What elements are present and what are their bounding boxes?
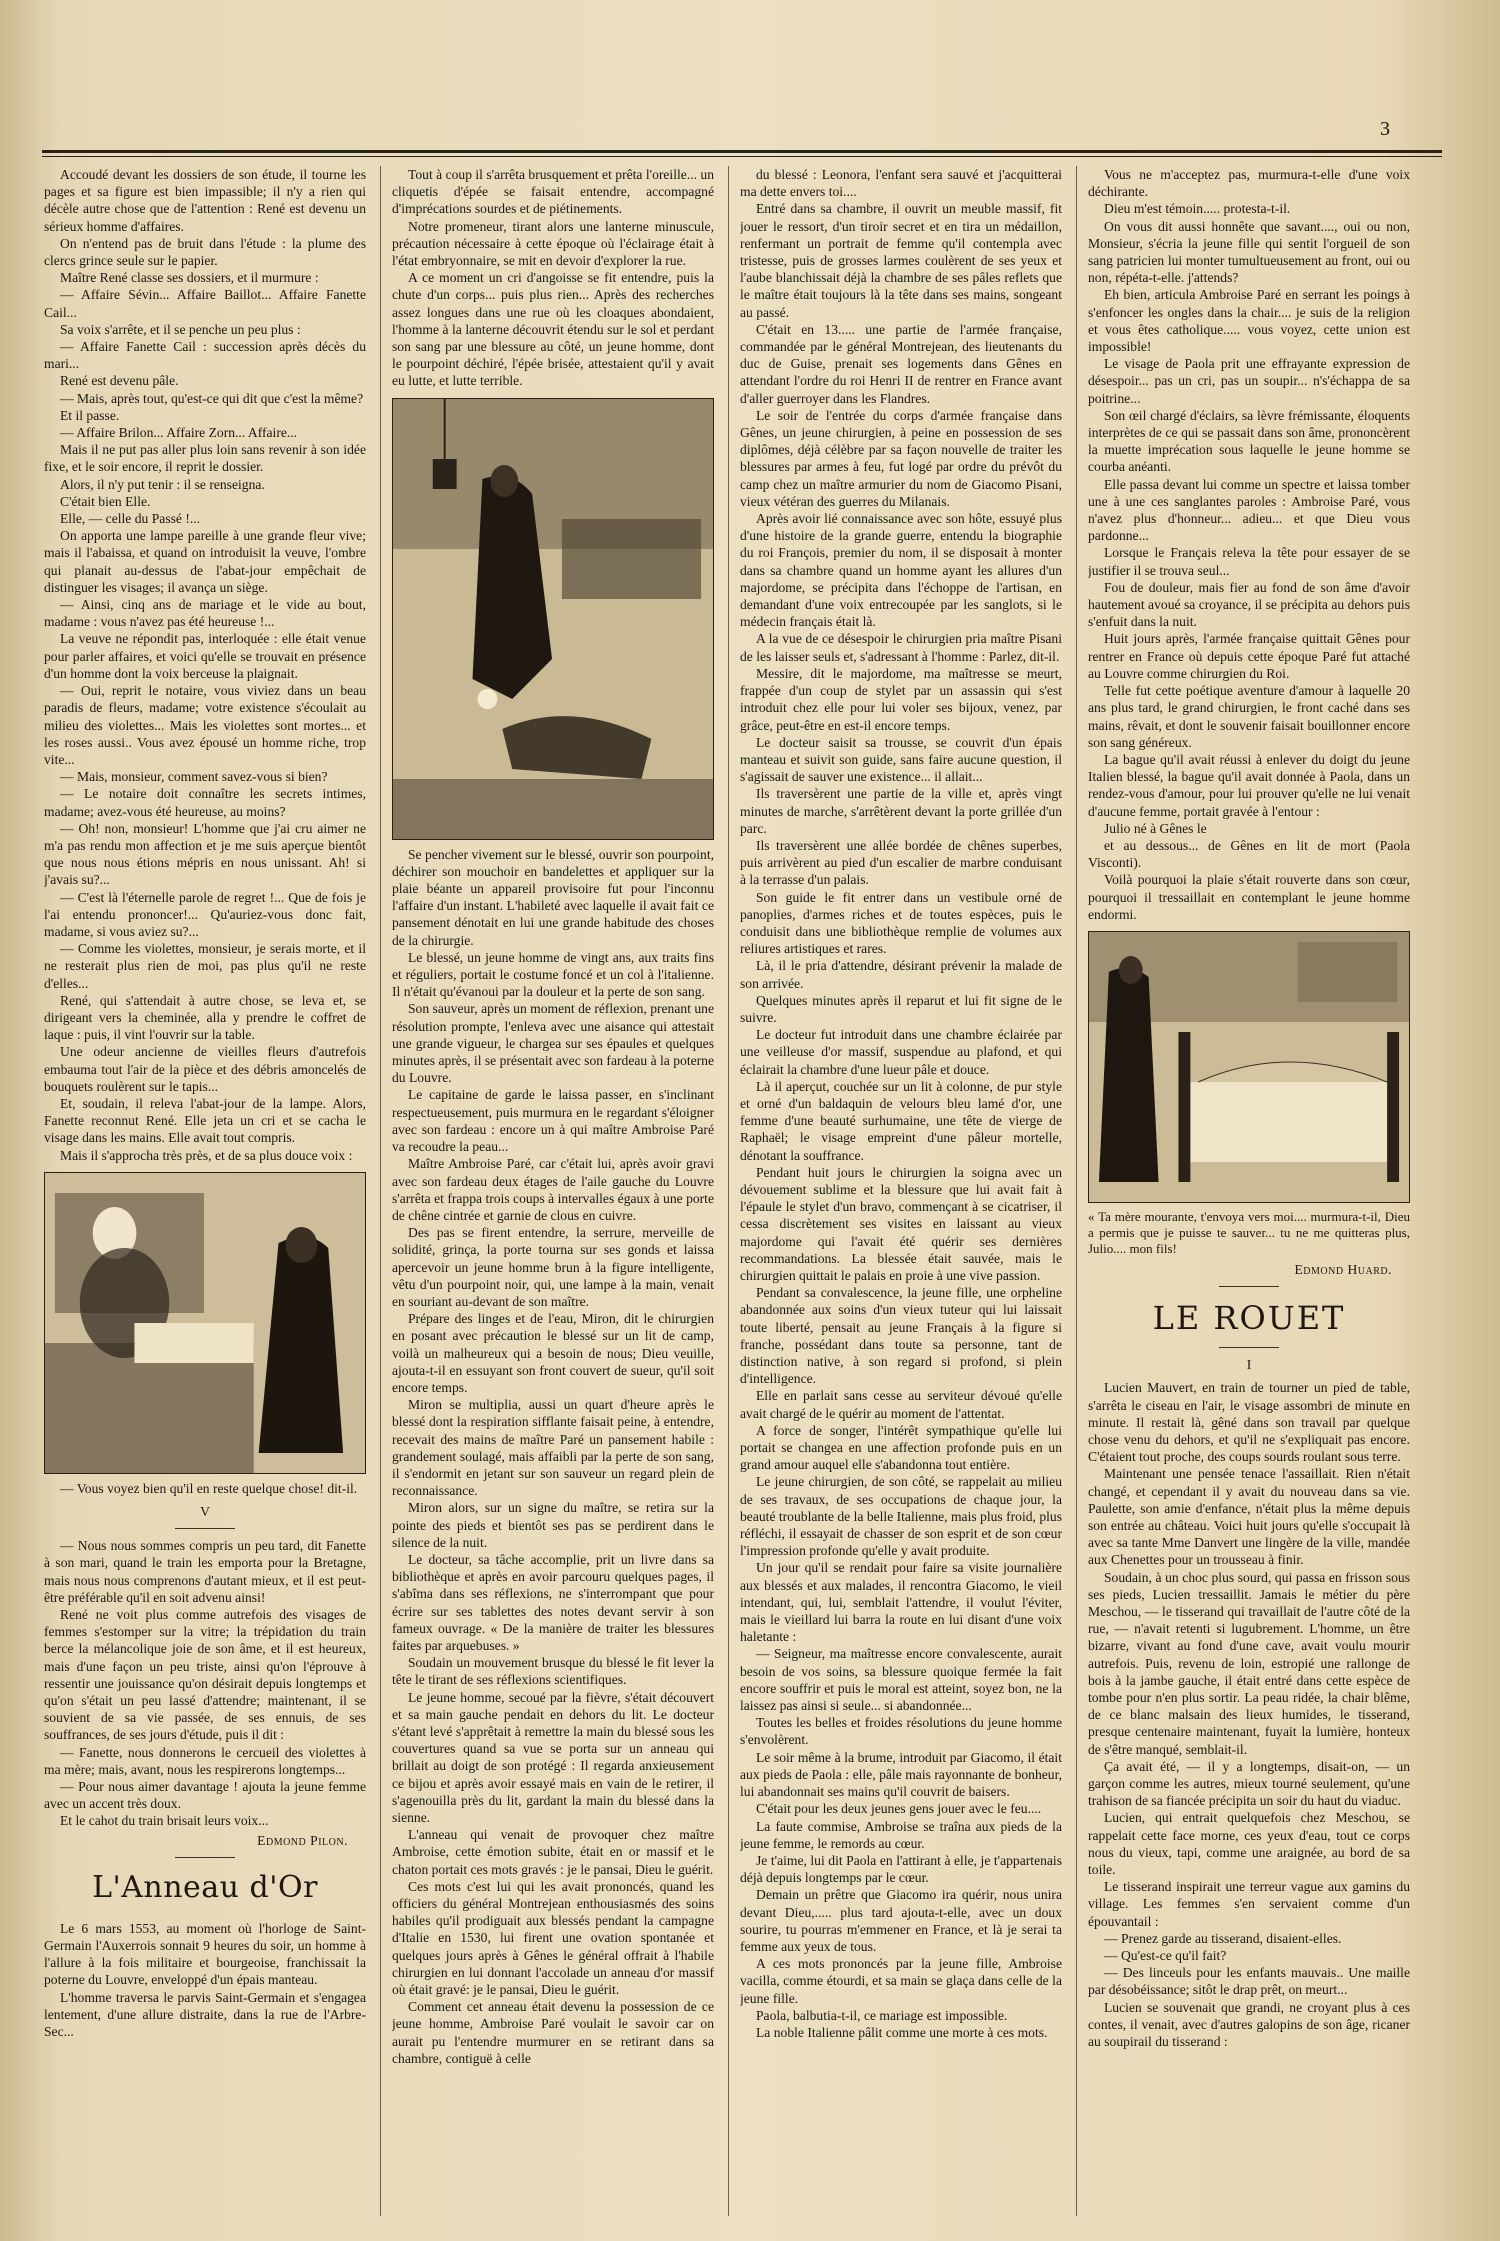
paragraph: Ça avait été, — il y a longtemps, disait-on, — un garçon comme les autres, mieux tourné seulement, qu'une trahison de sa fiancée précipita un soir du haut du viaduc. [1088,1758,1410,1809]
paragraph: Lucien Mauvert, en train de tourner un pied de table, s'arrêta le ciseau en l'air, le visage assombri de minute en minute. Il restait là, gêné dans son travail par quelque chose venu du dehors, et qu'il ne s'expliquait pas encore. C'étaient tout proche, des coups sourds roulant sous terre. [1088,1380,1410,1465]
paragraph: Là il aperçut, couchée sur un lit à colonne, de pur style et orné d'un baldaquin de velours bleu lamé d'or, une femme d'une beauté surhumaine, une tête de vierge de Raphaël; le visage empreint d'une pâleur mortelle, dénotant la souffrance. [740,1078,1062,1163]
paragraph: Maître Ambroise Paré, car c'était lui, après avoir gravi avec son fardeau deux étages de l'aile gauche du Louvre s'arrêta et frappa trois coups à intervalles égaux à une porte de chêne cintrée et garnie de clous en cuivre. [392,1156,714,1223]
paragraph: — Mais, monsieur, comment savez-vous si bien? [60,769,328,785]
paragraph: René ne voit plus comme autrefois des visages de femmes s'estomper sur la vitre; la trépidation du train berce la mélancolique joie de son âme, et il est heureux, mais d'une façon un peu triste, ainsi qu'on l'éprouve à ressentir une jouissance qu'on désirait depuis longtemps et qu'on s'était un peu lassé d'attendre; maintenant, il se souvient de sa vie passée, de ses ennuis, de ses souffrances, de ses jours d'étude, puis il dit : [44,1607,366,1743]
paragraph: C'était bien Elle. [60,493,151,509]
paragraph: Mais il s'approcha très près, et de sa plus douce voix : [60,1147,353,1163]
paragraph: — Qu'est-ce qu'il fait? [1104,1948,1227,1964]
paragraph: Messire, dit le majordome, ma maîtresse se meurt, frappée d'un coup de stylet par un assassin qui s'est introduit chez elle pour lui voler ses bijoux, venez, par grâce, peut-être en est-il encore temps. [740,665,1062,733]
story-violettes-part-v [44,1537,366,1829]
paragraph: Après avoir lié connaissance avec son hôte, essuyé plus d'une histoire de la grande guerre, entendu la biographie du roi François, premier du nom, il se disposait à monter dans sa chambre quand un homme ayant les allures d'un majordome, se précipita dans l'échoppe de l'artisan, en demandant d'une voix entrecoupée par les sanglots, si le médecin français était là. [740,511,1062,630]
paragraph: Alors, il n'y put tenir : il se renseigna. [60,476,265,492]
paragraph: — Vous voyez bien qu'il en reste quelque chose! dit-il. [60,1480,358,1496]
paragraph: Et le cahot du train brisait leurs voix... [60,1813,269,1829]
paragraph: Et il passe. [60,407,120,423]
paragraph: Julio né à Gênes le [1104,820,1207,836]
paragraph: Demain un prêtre que Giacomo ira quérir, nous unira devant Dieu,..... plus tard ajouta-t-elle, avec un doux sourire, tu pourras m'emmener en France, et là je serai ta femme aux yeux de tous. [740,1887,1062,1954]
paragraph: — Mais, après tout, qu'est-ce qui dit que c'est la même? [60,390,364,406]
paragraph: Lucien se souvenait que grandi, ne croyant plus à ces contes, il venait, avec d'autres galopins de son âge, ricaner au soupirail du tisserand : [1088,1999,1410,2050]
paragraph: Voilà pourquoi la plaie s'était rouverte dans son cœur, pourquoi il tressaillait en contemplant le jeune homme endormi. [1088,872,1410,922]
column-3 [740,166,1062,2216]
paragraph: — Oui, reprit le notaire, vous viviez dans un beau paradis de fleurs, madame; votre existence s'écoulait au milieu des violettes... Mais les violettes sont mortes... et les roses aussi.. Vous avez épousé un homme riche, trop vite... [44,683,366,767]
story-anneau-genes [740,166,1062,2041]
paragraph: A force de songer, l'intérêt sympathique qu'elle lui portait se changea en une affection profonde puis en un grand amour auquel elle s'abandonna tout entière. [740,1422,1062,1473]
paragraph: La faute commise, Ambroise se traîna aux pieds de la jeune femme, le remords au cœur. [740,1818,1062,1851]
paragraph: Ces mots c'est lui qui les avait prononcés, quand les officiers du général Montrejean enthousiasmés des soins habiles qu'il prodiguait aux blessés pendant la campagne d'Italie en 1530, lui firent une ovation spontanée et quelques jours après à Gênes le général offrait à l'habile chirurgien en lui donnant l'accolade un anneau d'or massif où était gravé: je le pansai, Dieu le guérit. [392,1878,714,1998]
paragraph: Prépare des linges et de l'eau, Miron, dit le chirurgien en posant avec précaution le blessé sur un lit de camp, voilà un malheureux qui a besoin de nous; Dieu veuille, ajouta-t-il en essuyant son front couvert de sueur, qu'il soit encore temps. [392,1311,714,1395]
paragraph: La bague qu'il avait réussi à enlever du doigt du jeune Italien blessé, la bague qu'il avait donnée à Paola, dans un rendez-vous d'amour, pour lui prouver qu'elle ne lui venait d'aucune femme, portait gravée à l'entour : [1088,751,1410,819]
engraving-image [393,399,713,839]
section-rule [1219,1347,1279,1348]
paragraph: A la vue de ce désespoir le chirurgien pria maître Pisani de les laisser seuls et, s'adressant à l'homme : Parlez, dit-il. [740,631,1062,664]
column-divider [1076,166,1077,2216]
paragraph: Le capitaine de garde le laissa passer, en s'inclinant respectueusement, puis murmura en le regardant s'éloigner avec son fardeau : encore un à qui maître Ambroise Paré va recoudre la peau... [392,1087,714,1155]
paragraph: On apporta une lampe pareille à une grande fleur vive; mais il l'abaissa, et quand on introduisit la veuve, l'ombre qui planait au-dessus de l'abat-jour empêchait de distinguer les visages; il avança un siège. [44,528,366,595]
story-violettes-ending [44,1480,366,1497]
story-headline: L'Anneau d'Or [92,1869,318,1905]
paragraph: Vous ne m'acceptez pas, murmura-t-elle d'une voix déchirante. [1088,167,1410,200]
paragraph: Pendant sa convalescence, la jeune fille, une orpheline abandonnée aux soins d'un vieux tuteur qui lui laissait toute liberté, pensait au jeune Français à la figure si franche, possédant dans toute sa personne, tant de distinction native, à son regard si profond, si plein d'intelligence. [740,1285,1062,1387]
column-divider [728,166,729,2216]
paragraph: Soudain un mouvement brusque du blessé le fit lever la tête le tirant de ses réflexions scientifiques. [392,1655,714,1688]
paragraph: René, qui s'attendait à autre chose, se leva et, se dirigeant vers la cheminée, alla y prendre le coffret de laque : puis, il vint l'ouvrir sur la table. [44,992,366,1043]
paragraph: Le 6 mars 1553, au moment où l'horloge de Saint-Germain l'Auxerrois sonnait 9 heures du soir, un homme à l'allure à la fois militaire et bourgeoise, franchissait la poterne du Louvre, enveloppé d'un épais manteau. [44,1920,366,1988]
story-anneau-opening [44,1920,366,2040]
paragraph: Fou de douleur, mais fier au fond de son âme d'avoir hautement avoué sa croyance, il se précipita au dehors puis s'enfuit dans la nuit. [1088,579,1410,630]
paragraph: Le tisserand inspirait une terreur vague aux gamins du village. Les femmes s'en servaient comme d'un épouvantail : [1088,1879,1410,1929]
engraving-image [1089,932,1409,1202]
story-headline: LE ROUET [1152,1299,1346,1338]
paragraph: Elle, — celle du Passé !... [60,511,201,527]
paragraph: — Nous nous sommes compris un peu tard, dit Fanette à son mari, quand le train les emporta pour la Bretagne, mais nous nous comprenons d'autant mieux, et il est peut-être préférable qu'il en soit advenu ainsi! [44,1538,366,1605]
paragraph: — Prenez garde au tisserand, disaient-elles. [1104,1930,1342,1946]
paragraph: Le soir de l'entrée du corps d'armée française dans Gênes, un jeune chirurgien, à peine en possession de ses diplômes, déjà célèbre par sa façon nouvelle de traiter les blessures par armes à feu, fut logé par ordre du prévôt du camp chez un maître armurier du nom de Giacomo Pisani, vieux vétéran des guerres du Milanais. [740,407,1062,509]
engraving-image [45,1173,365,1473]
header-rule [42,150,1442,157]
section-number: I [1246,1357,1252,1373]
paragraph: Toutes les belles et froides résolutions du jeune homme s'envolèrent. [740,1715,1062,1748]
paragraph: Se pencher vivement sur le blessé, ouvrir son pourpoint, déchirer son mouchoir en bandelettes et appliquer sur la plaie béante un appareil provisoire fut pour l'inconnu l'affaire d'un instant. L'habileté avec laquelle il avait fait ce pansement dénotait en lui une grande habitude des choses de la chirurgie. [392,846,714,948]
paragraph: Le jeune homme, secoué par la fièvre, s'était découvert et sa main gauche pendait en dehors du lit. Le docteur s'étant levé s'apprêtait à remettre la main du blessé sous les couvertures quand sa vue se porta sur un anneau qui brillait au doigt de son protégé : Il regarda anxieusement ce bijou et après avoir essayé mais en vain de le retirer, il s'agenouilla près du lit, gardant la main du blessé dans la sienne. [392,1689,714,1826]
paragraph: — Affaire Brilon... Affaire Zorn... Affaire... [60,425,298,441]
story-rouet-text [1088,1379,1410,2050]
page-number: 3 [1380,118,1390,140]
paragraph: A ces mots prononcés par la jeune fille, Ambroise vacilla, comme étourdi, et sa main se glaça dans celle de la jeune fille. [740,1956,1062,2006]
paragraph: Elle en parlait sans cesse au serviteur dévoué qu'elle avait chargé de le quérir au moment de l'attentat. [740,1388,1062,1421]
illustration-caption: « Ta mère mourante, t'envoya vers moi.... murmura-t-il, Dieu a permis que je puisse te sauver... tu ne me quitteras plus, Julio.... mon fils! [1088,1208,1410,1256]
paragraph: Entré dans sa chambre, il ouvrit un meuble massif, fit jouer le ressort, d'un tiroir secret et en tira un médaillon, renfermant un portrait de femme qu'il contempla avec tristesse, puis de grosses larmes coulèrent de ses yeux et l'aube blanchissait déjà la chambre de ses pâles reflets que le maître était toujours là la tête dans ses mains, songeant au passé. [740,201,1062,320]
author-signature: Edmond Huard. [1294,1261,1392,1277]
paragraph: On vous dit aussi honnête que savant...., oui ou non, Monsieur, s'écria la jeune fille qui sentit l'orgueil de son sang patricien lui monter tumultueusement au front, oui ou non, répéta-t-elle. j'attends? [1088,218,1410,286]
section-number: V [200,1503,210,1519]
column-4 [1088,166,1410,2216]
paragraph: On n'entend pas de bruit dans l'étude : la plume des clercs grince seule sur le papier. [44,235,366,269]
paragraph: Son guide le fit entrer dans un vestibule orné de panoplies, d'armes riches et de toutes espèces, puis le conduisit dans une bibliothèque remplie de volumes aux reliures artistiques et rares. [740,889,1062,957]
column-divider [380,166,381,2216]
column-1 [44,166,366,2216]
paragraph: Maître René classe ses dossiers, et il murmure : [60,270,319,286]
paragraph: Lorsque le Français releva la tête pour essayer de se justifier il se trouva seul... [1088,545,1410,578]
paragraph: Son œil chargé d'éclairs, sa lèvre frémissante, éloquents interprètes de ce qui se passait dans son âme, prononcèrent la muette imprécation sous laquelle le jeune homme se courba anéanti. [1088,407,1410,475]
paragraph: Une odeur ancienne de vieilles fleurs d'autrefois embauma tout l'air de la pièce et des débris amoncelés de bouquets roulèrent sur le tapis... [44,1044,366,1094]
paragraph: — Ainsi, cinq ans de mariage et le vide au bout, madame : vous n'avez pas été heureuse !... [44,597,366,630]
paragraph: Comment cet anneau était devenu la possession de ce jeune homme, Ambroise Paré voulait le savoir car on aurait pu l'entendre murmurer en se retirant dans sa chambre, contiguë à celle [392,1999,714,2066]
paragraph: Le blessé, un jeune homme de vingt ans, aux traits fins et réguliers, portait le costume foncé et un col à l'italienne. Il n'était qu'évanoui par la douleur et la perte de son sang. [392,949,714,1000]
paragraph: Miron se multiplia, aussi un quart d'heure après le blessé dont la respiration sifflante faisait peine, à entendre, recevait des mains de maître Paré un pansement habile : grandement soulagé, mais affaibli par la perte de son sang, il s'endormit en jetant sur son sauveur un regard plein de reconnaissance. [392,1397,714,1499]
paragraph: Notre promeneur, tirant alors une lanterne minuscule, précaution nécessaire à cette époque où l'éclairage était à l'état embryonnaire, se mit en devoir d'explorer la rue. [392,218,714,269]
paragraph: Mais il ne put pas aller plus loin sans revenir à son idée fixe, et le soir encore, il reprit le dossier. [44,442,366,475]
paragraph: Un jour qu'il se rendait pour faire sa visite journalière aux blessés et aux malades, il rencontra Giacomo, le vieil intendant, qui, lui, semblait l'attendre, il voulut l'éviter, mais le vieillard lui barra la route en lui disant d'une voix haletante : [740,1560,1062,1645]
paragraph: Le jeune chirurgien, de son côté, se rappelait au milieu de ses travaux, de ses occupations de chaque jour, la beauté troublante de la belle Italienne, mais plus froid, plus réfléchi, il essayait de chasser de son esprit et de son cœur l'impression profonde qu'elle y avait produite. [740,1474,1062,1559]
story-anneau-conclusion [1088,166,1410,923]
paragraph: Miron alors, sur un signe du maître, se retira sur la pointe des pieds et bientôt ses pas se perdirent dans le silence de la nuit. [392,1500,714,1550]
paragraph: Le visage de Paola prit une effrayante expression de désespoir... pas un cri, pas un soupir... n's'échappa de sa poitrine... [1088,356,1410,406]
paragraph: — Comme les violettes, monsieur, je serais morte, et il ne resterait plus rien de moi, pas plus qu'il ne reste d'elles... [44,941,366,991]
paragraph: Le docteur saisit sa trousse, se couvrit d'un épais manteau et suivit son guide, sans faire aucune question, il s'agissait de sauver une existence... il allait... [740,734,1062,785]
paragraph: Ils traversèrent une allée bordée de chênes superbes, puis arrivèrent au pied d'un escalier de marbre conduisant à la terrasse d'un palais. [740,837,1062,888]
paragraph: Telle fut cette poétique aventure d'amour à laquelle 20 ans plus tard, le grand chirurgien, le front caché dans ses mains, rêvait, et dont le souvenir faisait bouillonner encore son sang généreux. [1088,683,1410,750]
paragraph: Lucien, qui entrait quelquefois chez Meschou, se rappelait cette face morne, ces yeux d'eau, tout ce corps nous du vieux, tapi, comme une araignée, au bord de sa toile. [1088,1810,1410,1878]
paragraph: Paola, balbutia-t-il, ce mariage est impossible. [756,2007,1008,2023]
paragraph: L'homme traversa le parvis Saint-Germain et s'engagea lentement, d'une allure distraite, dans la rue de l'Arbre-Sec... [44,1989,366,2040]
paragraph: — C'est là l'éternelle parole de regret !... Que de fois je l'ai entendu prononcer!... Qu'auriez-vous donc fait, madame, si vous aviez su?... [44,889,366,939]
paragraph: et au dessous... de Gênes en lit de mort (Paola Visconti). [1088,837,1410,871]
paragraph: Huit jours après, l'armée française quittait Gênes pour rentrer en France où depuis cette époque Paré fut attaché au Louvre comme chirurgien du Roi. [1088,631,1410,681]
paragraph: — Des linceuls pour les enfants mauvais.. Une maille par désobéissance; sitôt le drap prêt, on meurt... [1088,1965,1410,1998]
paragraph: Des pas se firent entendre, la serrure, merveille de solidité, grinça, la porte tourna sur ses gonds et laissa apercevoir un jeune homme brun à la figure intelligente, vêtu d'un pourpoint noir, qui, une lampe à la main, venait en souriant au-devant de son maître. [392,1225,714,1309]
paragraph: — Affaire Fanette Cail : succession après décès du mari... [44,339,366,372]
story-separator [175,1857,235,1858]
paragraph: — Le notaire doit connaître les secrets intimes, madame; avez-vous été heureuse, au moins? [44,786,366,819]
author-signature: Edmond Pilon. [257,1832,348,1848]
story-separator [1219,1286,1279,1287]
paragraph: Soudain, à un choc plus sourd, qui passa en frisson sous ses pieds, Lucien tressaillit. Jamais le métier du père Meschou, — le tisserand qui travaillait de l'autre côté de la rue, — n'avait retenti si lugubrement. L'homme, un être bizarre, vivant au fond d'une cave, avait voulu mourir autrefois. Puis, revenu de loin, estropié une rallonge de bois à la jambe gauche, il était entré dans cette espèce de tombe pour n'en plus sortir. La peau ridée, la chair blême, de ce blanc malsain des lieux humides, le tisserand, presque centenaire maintenant, fuyait la lumière, honteux de s'être manqué, semblait-il. [1088,1569,1410,1757]
paragraph: Quelques minutes après il reparut et lui fit signe de le suivre. [740,992,1062,1025]
paragraph: — Affaire Sévin... Affaire Baillot... Affaire Fanette Cail... [44,287,366,320]
paragraph: Elle passa devant lui comme un spectre et laissa tomber une à une ces sanglantes paroles : Ambroise Paré, vous n'avez plus d'honneur... adieu... et que Dieu vous pardonne... [1088,476,1410,544]
paragraph: C'était pour les deux jeunes gens jouer avec le feu.... [756,1801,1042,1817]
paragraph: Tout à coup il s'arrêta brusquement et prêta l'oreille... un cliquetis d'épée se faisait entendre, accompagné d'imprécations sourdes et de piétinements. [392,167,714,217]
paragraph: La noble Italienne pâlit comme une morte à ces mots. [756,2024,1048,2040]
paragraph: Accoudé devant les dossiers de son étude, il tourne les pages et sa figure est bien impassible; il n'y a rien qui décèle autre chose que de l'attention : René est devenu un sérieux homme d'affaires. [44,167,366,234]
paragraph: Sa voix s'arrête, et il se penche un peu plus : [60,321,301,337]
section-rule [175,1528,235,1529]
paragraph: Je t'aime, lui dit Paola en l'attirant à elle, je t'appartenais déjà depuis longtemps par le cœur. [740,1852,1062,1886]
paragraph: A ce moment un cri d'angoisse se fit entendre, puis la chute d'un corps... puis plus rien... Après des recherches assez longues dans une rue où les cloaques abondaient, l'homme à la lanterne découvrit étendu sur le sol et perdant son sang par une blessure au côté, un jeune homme, dont le pourpoint déchiré, l'épée brisée, attestaient qu'il y avait eu lutte, et lutte terrible. [392,270,714,389]
paragraph: Maintenant une pensée tenace l'assaillait. Rien n'était changé, et cependant il y avait du nouveau dans sa vie. Paulette, son amie d'enfance, n'était plus la même depuis son entrée au château. Voici huit jours qu'elle s'occupait là avec sa tante Mme Danvert une lingère de la ville, mandée aux Chenettes pour un trousseau à finir. [1088,1466,1410,1568]
paragraph: Ils traversèrent une partie de la ville et, après vingt minutes de marche, s'arrêtèrent devant la porte grillée d'un parc. [740,786,1062,836]
paragraph: — Fanette, nous donnerons le cercueil des violettes à ma mère; mais, avant, nous les respirerons longtemps... [44,1744,366,1777]
column-2 [392,166,714,2216]
story-anneau-continuation [392,846,714,2067]
paragraph: Le docteur, sa tâche accomplie, prit un livre dans sa bibliothèque et après en avoir parcouru quelques pages, il s'abîma dans ses réflexions, ne s'interrompant que pour écrire sur ses tablettes des notes devant servir à son fameux ouvrage. « De la manière de traiter les blessures faites par arquebuses. » [392,1551,714,1653]
paragraph: Eh bien, articula Ambroise Paré en serrant les poings à s'enfoncer les ongles dans la chair.... je suis de la religion et vous êtes catholique..... vous voyez, cette union est impossible! [1088,287,1410,355]
paragraph: C'était en 13..... une partie de l'armée française, commandée par le général Montrejean, des lieutenants du duc de Guise, prenait ses logements dans Gênes en attendant l'ordre du roi Henri II de rentrer en France avant d'aller guerroyer dans les Flandres. [740,321,1062,406]
paragraph: Son sauveur, après un moment de réflexion, prenant une résolution prompte, l'enleva avec une aisance qui attestait une grande vigueur, le chargea sur ses épaules et quelques minutes après, il se présentait avec son fardeau à la poterne du Louvre. [392,1001,714,1086]
paragraph: — Seigneur, ma maîtresse encore convalescente, aurait besoin de vos soins, sa blessure quoique fermée la fait encore souffrir et puis le moral est atteint, soyez bon, ne la laissez pas ainsi si seule... si abandonnée... [740,1646,1062,1714]
illustration-lantern-scene [392,398,714,840]
illustration-bedside-scene [1088,931,1410,1203]
paragraph: Le soir même à la brume, introduit par Giacomo, il était aux pieds de Paola : elle, pâle mais rayonnante de bonheur, lui abandonnait ses mains qu'il couvrit de baisers. [740,1749,1062,1800]
story-violettes-text [44,166,366,1164]
paragraph: Pendant huit jours le chirurgien la soigna avec un dévouement sublime et la blessure que lui avait fait à l'épaule le stylet d'un bravo, commençant à se cicatriser, il cessa discrètement ses visites en laissant au vieux majordome qui l'avait été quérir ses dernières recommandations. La blessée était sauvée, mais le chirurgien quittait le palais en proie à une vive passion. [740,1164,1062,1283]
paragraph: René est devenu pâle. [60,373,179,389]
paragraph: Dieu m'est témoin..... protesta-t-il. [1104,201,1291,217]
story-anneau-text [392,166,714,390]
paragraph: Et, soudain, il releva l'abat-jour de la lampe. Alors, Fanette reconnut René. Elle jeta un cri et se cacha le visage dans les mains. Elle avait tout compris. [44,1095,366,1146]
paragraph: du blessé : Leonora, l'enfant sera sauvé et j'acquitterai ma dette envers toi.... [740,167,1062,200]
illustration-notary-scene [44,1172,366,1474]
paragraph: Là, il le pria d'attendre, désirant prévenir la malade de son arrivée. [740,958,1062,991]
paragraph: La veuve ne répondit pas, interloquée : elle était venue pour parler affaires, et voici qu'elle se trouvait en présence d'un homme dont la voix berceuse la plaignait. [44,631,366,681]
paragraph: L'anneau qui venait de provoquer chez maître Ambroise, cette émotion subite, était en or massif et le chaton portait ces mots gravés : je le pansai, Dieu le guérit. [392,1827,714,1877]
paragraph: Le docteur fut introduit dans une chambre éclairée par une veilleuse d'or massif, suspendue au plafond, et qui éclairait la chambre d'une lueur pâle et douce. [740,1027,1062,1077]
paragraph: — Oh! non, monsieur! L'homme que j'ai cru aimer ne m'a pas rendu mon affection et je me suis aperçue bientôt que nous nous étions mépris en nous unissant. Ah! si j'avais su?... [44,820,366,888]
paragraph: — Pour nous aimer davantage ! ajouta la jeune femme avec un accent très doux. [44,1779,366,1812]
